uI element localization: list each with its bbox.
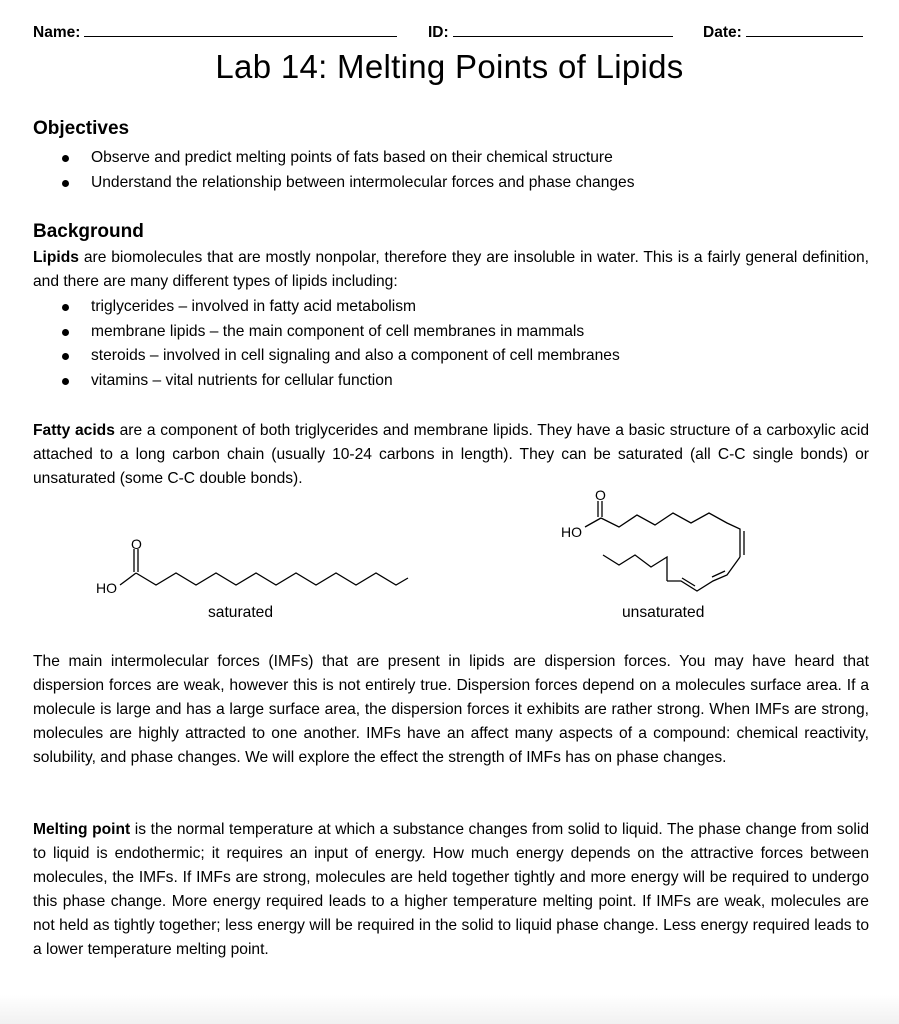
page-title: Lab 14: Melting Points of Lipids [215, 48, 684, 85]
oxygen-atom: O [131, 536, 142, 552]
date-label: Date: [703, 24, 742, 41]
date-blank[interactable] [746, 22, 863, 37]
objectives-heading: Objectives [33, 118, 130, 139]
name-blank[interactable] [84, 22, 397, 37]
saturated-caption: saturated [208, 604, 274, 621]
objectives-list [62, 146, 635, 195]
list-item [62, 369, 620, 394]
c-oh-bond [120, 573, 136, 585]
lipid-type-text: membrane lipids – the main component of cell membranes in mammals [91, 322, 585, 340]
lipids-term: Lipids [33, 249, 79, 266]
page-bottom-shade [0, 995, 899, 1024]
melting-point-paragraph [33, 818, 869, 962]
fatty-acids-term: Fatty acids [33, 422, 115, 439]
lipid-type-text: vitamins – vital nutrients for cellular function [91, 371, 393, 389]
hydroxyl-group: HO [96, 580, 117, 596]
list-item [62, 320, 620, 345]
saturated-fatty-acid-structure [90, 535, 420, 605]
bullet-icon [62, 155, 69, 162]
carbon-chain-upper [601, 513, 740, 557]
objective-text: Understand the relationship between intermolecular forces and phase changes [91, 173, 635, 191]
objective-text: Observe and predict melting points of fats based on their chemical structure [91, 149, 613, 166]
list-item [62, 171, 635, 196]
list-item [62, 344, 620, 369]
bullet-icon [62, 378, 69, 385]
name-field [33, 22, 397, 42]
carbon-chain [136, 573, 408, 585]
unsaturated-caption: unsaturated [622, 604, 705, 621]
lipid-type-text: steroids – involved in cell signaling and also a component of cell membranes [91, 347, 620, 364]
carbon-chain-lower [667, 557, 740, 591]
melting-point-term: Melting point [33, 821, 131, 838]
fatty-acids-paragraph [33, 419, 869, 491]
unsaturated-fatty-acid-structure [555, 485, 765, 600]
list-item [62, 146, 635, 171]
double-bond-3 [682, 578, 695, 586]
lipids-paragraph [33, 246, 869, 294]
melting-point-text: is the normal temperature at which a substance changes from solid to liquid. The phase change from solid to liquid is endothermic; it requires an input of energy. How much energy depends on the attractive forces between molecules, the IMFs. If IMFs are strong, molecules are held together tightly and more energy will be required to undergo this phase change. More energy required leads to a higher temperature melting point. If IMFs are weak, molecules are not held as tightly together; less energy will be required in the solid to liquid phase change. Less energy required leads to a lower temperature melting point. [33, 821, 869, 958]
bullet-icon [62, 353, 69, 360]
bullet-icon [62, 304, 69, 311]
lipids-text: are biomolecules that are mostly nonpolar, therefore they are insoluble in water. This is a fairly general definition, and there are many different types of lipids including: [33, 249, 869, 290]
list-item [62, 295, 620, 320]
lipid-types-list [62, 295, 620, 393]
id-blank[interactable] [453, 22, 673, 37]
bullet-icon [62, 329, 69, 336]
oxygen-atom: O [595, 487, 606, 503]
background-heading: Background [33, 221, 144, 242]
id-label: ID: [428, 24, 449, 41]
c-oh-bond [585, 518, 601, 527]
fatty-acids-text: are a component of both triglycerides and membrane lipids. They have a basic structure of a carboxylic acid attached to a long carbon chain (usually 10-24 carbons in length). They can be saturated (all C-C single bonds) or unsaturated (some C-C double bonds). [33, 422, 869, 487]
hydroxyl-group: HO [561, 524, 582, 540]
lipid-type-text: triglycerides – involved in fatty acid metabolism [91, 298, 417, 315]
bullet-icon [62, 180, 69, 187]
header-fields [33, 22, 869, 42]
imf-paragraph: The main intermolecular forces (IMFs) that are present in lipids are dispersion forces. You may have heard that dispersion forces are weak, however this is not entirely true. Dispersion forces depend on a molecules surface area. If a molecule is large and has a large surface area, the dispersion forces it exhibits are rather strong. When IMFs are strong, molecules are highly attracted to one another. IMFs have an affect many aspects of a compound: chemical reactivity, solubility, and phase changes. We will explore the effect the strength of IMFs has on phase changes. [33, 653, 869, 766]
id-field [428, 22, 673, 42]
carbon-chain-tail [603, 555, 667, 581]
name-label: Name: [33, 24, 81, 41]
date-field [703, 22, 863, 42]
